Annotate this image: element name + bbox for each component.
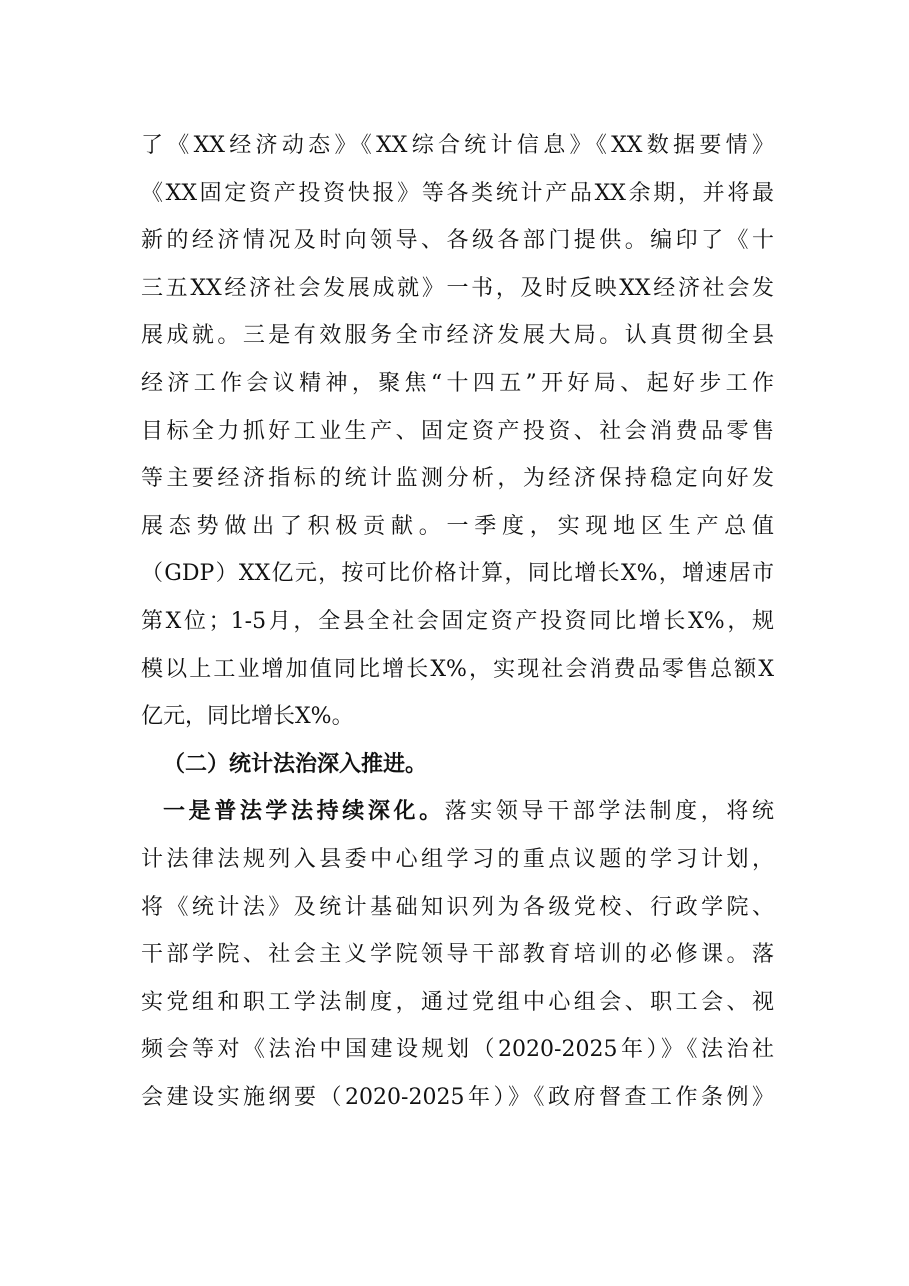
paragraph1-line-8: 等主要经济指标的统计监测分析，为经济保持稳定向好发: [141, 466, 774, 492]
paragraph1-line-1: 了《XX经济动态》《XX综合统计信息》《XX数据要情》: [141, 133, 774, 158]
paragraph1-line-9: 展态势做出了积极贡献。一季度，实现地区生产总值: [141, 513, 774, 539]
paragraph1-line-7: 目标全力抓好工业生产、固定资产投资、社会消费品零售: [141, 418, 774, 444]
paragraph2-line-3: 将《统计法》及统计基础知识列为各级党校、行政学院、: [141, 894, 774, 920]
paragraph2-lead-rest: 落实领导干部学法制度，将统: [444, 799, 774, 825]
paragraph1-line-4: 三五XX经济社会发展成就》一书，及时反映XX经济社会发: [141, 275, 774, 301]
paragraph2-line-6: 频会等对《法治中国建设规划（2020-2025年）》《法治社: [141, 1037, 774, 1063]
paragraph1-line-11: 第X位；1-5月，全县全社会固定资产投资同比增长X%，规: [141, 608, 774, 634]
paragraph2-line-2: 计法律法规列入县委中心组学习的重点议题的学习计划，: [141, 846, 774, 872]
paragraph1-line-12: 模以上工业增加值同比增长X%，实现社会消费品零售总额X: [141, 656, 774, 682]
paragraph2-line-1: [141, 788, 774, 836]
paragraph2-lead-bold: 一是普法学法持续深化。: [163, 798, 445, 825]
paragraph2-line-4: 干部学院、社会主义学院领导干部教育培训的必修课。落: [141, 942, 774, 968]
section-heading: （二）统计法治深入推进。: [163, 750, 428, 777]
document-body: [141, 122, 774, 1121]
paragraph2-line-7: 会建设实施纲要（2020-2025年）》《政府督查工作条例》: [141, 1084, 774, 1110]
paragraph1-line-3: 新的经济情况及时向领导、各级各部门提供。编印了《十: [141, 228, 774, 254]
paragraph2-line-5: 实党组和职工学法制度，通过党组中心组会、职工会、视: [141, 989, 774, 1015]
paragraph1-line-13: 亿元，同比增长X%。: [141, 704, 354, 730]
paragraph1-line-6: 经济工作会议精神，聚焦“十四五”开好局、起好步工作: [141, 370, 774, 396]
paragraph1-line-5: 展成就。三是有效服务全市经济发展大局。认真贯彻全县: [141, 323, 774, 349]
paragraph1-line-10: （GDP）XX亿元，按可比价格计算，同比增长X%，增速居市: [141, 561, 774, 587]
paragraph1-line-2: 《XX固定资产投资快报》等各类统计产品XX余期，并将最: [141, 180, 774, 206]
